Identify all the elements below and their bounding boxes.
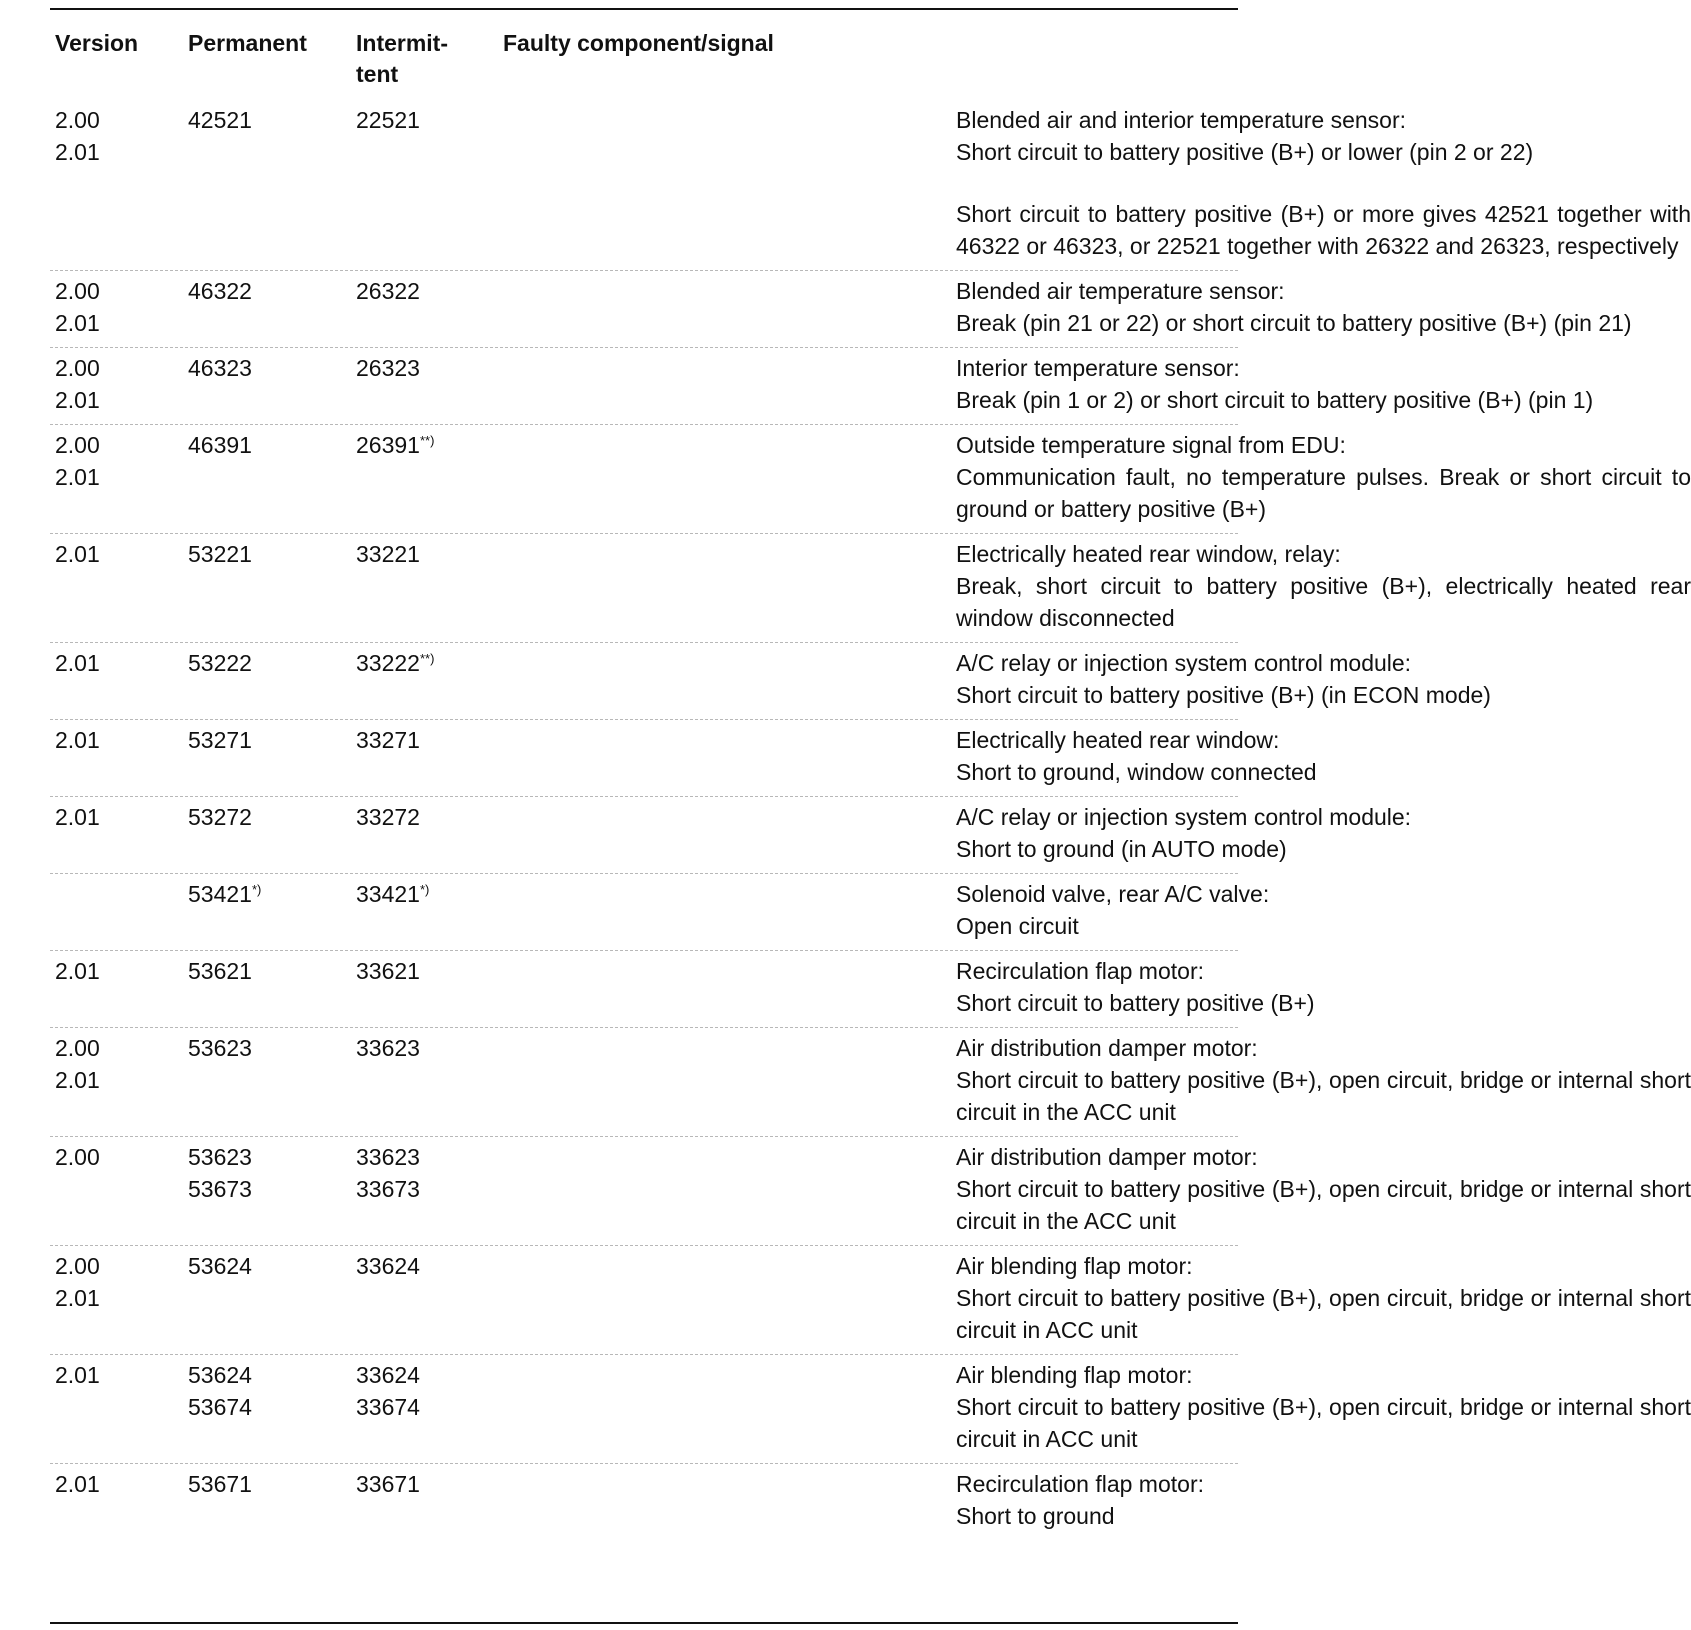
faulty-component: Blended air and interior temperature sensor: — [956, 107, 1407, 133]
fault-condition: Short to ground (in AUTO mode) — [956, 836, 1287, 862]
fault-condition: Short circuit to battery positive (B+) or lower (pin 2 or 22) — [956, 139, 1534, 165]
fault-condition: Break, short circuit to battery positive (B+), electrically heated rear window disconnected — [956, 573, 1691, 631]
faulty-component: Solenoid valve, rear A/C valve: — [956, 881, 1270, 907]
permanent-code-cell — [188, 104, 358, 136]
intermittent-code-cell — [356, 878, 508, 910]
permanent-code-cell — [188, 1032, 358, 1064]
header-version: Version — [55, 30, 139, 56]
table-row — [50, 348, 1594, 425]
faulty-component: Air distribution damper motor: — [956, 1144, 1258, 1170]
intermittent-code-value: 33222 — [356, 650, 420, 676]
fault-description-cell — [956, 271, 1691, 347]
version-cell — [55, 1359, 185, 1391]
fault-condition: Short circuit to battery positive (B+), open circuit, bridge or internal short circuit in the ACC unit — [956, 1176, 1691, 1234]
intermittent-code-value: 33624 — [356, 1253, 420, 1279]
permanent-code-cell — [188, 352, 358, 384]
intermittent-code — [356, 1468, 508, 1500]
version-cell — [55, 275, 185, 339]
intermittent-code — [356, 1250, 508, 1282]
version-cell — [55, 955, 185, 987]
header-permanent: Permanent — [188, 30, 307, 56]
intermittent-code-value: 33421 — [356, 881, 420, 907]
permanent-code — [188, 647, 358, 679]
intermittent-code — [356, 955, 508, 987]
table-row — [50, 1464, 1238, 1540]
faulty-component: Electrically heated rear window, relay: — [956, 541, 1341, 567]
permanent-code — [188, 1250, 358, 1282]
permanent-code-value: 53624 — [188, 1362, 252, 1388]
intermittent-code-cell — [356, 1032, 508, 1064]
version-value: 2.01 — [55, 650, 100, 676]
permanent-code-cell — [188, 275, 358, 307]
fault-description-cell — [956, 534, 1691, 642]
intermittent-code-value: 33272 — [356, 804, 420, 830]
intermittent-code — [356, 1391, 508, 1423]
version-cell — [55, 1250, 185, 1314]
header-intermittent — [356, 28, 508, 90]
fault-condition: Short circuit to battery positive (B+), open circuit, bridge or internal short circuit in ACC unit — [956, 1394, 1691, 1452]
intermittent-code-value: 33673 — [356, 1176, 420, 1202]
fault-description-cell — [956, 643, 1691, 719]
version-value: 2.01 — [55, 310, 100, 336]
version-value: 2.01 — [55, 958, 100, 984]
version-cell — [55, 647, 185, 679]
intermittent-code-value: 26391 — [356, 432, 420, 458]
fault-condition: Break (pin 21 or 22) or short circuit to battery positive (B+) (pin 21) — [956, 310, 1632, 336]
permanent-code — [188, 1141, 358, 1173]
permanent-code-cell — [188, 1468, 358, 1500]
permanent-code — [188, 724, 358, 756]
fault-condition: Short to ground, window connected — [956, 759, 1317, 785]
version-value: 2.01 — [55, 804, 100, 830]
table-header — [50, 28, 1238, 92]
fault-condition: Short circuit to battery positive (B+) — [956, 990, 1315, 1016]
intermittent-code — [356, 275, 508, 307]
permanent-code — [188, 955, 358, 987]
intermittent-code-value: 33623 — [356, 1144, 420, 1170]
version-value: 2.00 — [55, 1253, 100, 1279]
footnote-marker: *) — [419, 882, 430, 897]
fault-description-cell — [956, 1355, 1691, 1463]
intermittent-code — [356, 429, 508, 461]
permanent-code-cell — [188, 1250, 358, 1282]
permanent-code-value: 42521 — [188, 107, 252, 133]
permanent-code — [188, 1173, 358, 1205]
fault-condition: Short to ground — [956, 1503, 1115, 1529]
fault-description-cell — [956, 1246, 1691, 1354]
table-row — [50, 797, 1412, 874]
version-cell — [55, 104, 185, 168]
faulty-component: Blended air temperature sensor: — [956, 278, 1285, 304]
fault-condition: Communication fault, no temperature pulses. Break or short circuit to ground or battery positive (B+) — [956, 464, 1691, 522]
intermittent-code-cell — [356, 275, 508, 307]
faulty-component: A/C relay or injection system control module: — [956, 804, 1412, 830]
permanent-code-value: 53623 — [188, 1144, 252, 1170]
permanent-code-cell — [188, 724, 358, 756]
version-value: 2.00 — [55, 1144, 100, 1170]
permanent-code-value: 53673 — [188, 1176, 252, 1202]
fault-condition: Open circuit — [956, 913, 1079, 939]
permanent-code-cell — [188, 955, 358, 987]
version-cell — [55, 352, 185, 416]
fault-description-cell — [956, 720, 1691, 796]
fault-description-cell — [956, 951, 1691, 1027]
intermittent-code-value: 33623 — [356, 1035, 420, 1061]
version-value: 2.01 — [55, 1471, 100, 1497]
faulty-component: Recirculation flap motor: — [956, 958, 1204, 984]
permanent-code-value: 53624 — [188, 1253, 252, 1279]
version-value: 2.01 — [55, 1362, 100, 1388]
permanent-code — [188, 878, 358, 910]
intermittent-code — [356, 801, 508, 833]
version-cell — [55, 1141, 185, 1173]
version-value: 2.01 — [55, 541, 100, 567]
version-value: 2.00 — [55, 1035, 100, 1061]
fault-condition: Short circuit to battery positive (B+), open circuit, bridge or internal short circuit in the ACC unit — [956, 1067, 1691, 1125]
permanent-code-cell — [188, 1359, 358, 1423]
faulty-component: Air blending flap motor: — [956, 1253, 1193, 1279]
permanent-code-value: 46323 — [188, 355, 252, 381]
faulty-component: Outside temperature signal from EDU: — [956, 432, 1346, 458]
fault-description-cell — [956, 874, 1691, 950]
intermittent-code-value: 33221 — [356, 541, 420, 567]
intermittent-code — [356, 1173, 508, 1205]
version-cell — [55, 1468, 185, 1500]
table-row — [50, 951, 1315, 1028]
permanent-code-value: 53671 — [188, 1471, 252, 1497]
intermittent-code-cell — [356, 724, 508, 756]
version-value: 2.00 — [55, 278, 100, 304]
intermittent-code-cell — [356, 538, 508, 570]
version-value: 2.01 — [55, 464, 100, 490]
permanent-code — [188, 275, 358, 307]
intermittent-code-cell — [356, 1359, 508, 1423]
permanent-code-value: 53623 — [188, 1035, 252, 1061]
table-row — [50, 1028, 1691, 1137]
permanent-code-cell — [188, 878, 358, 910]
table-row — [50, 1246, 1691, 1355]
permanent-code-cell — [188, 647, 358, 679]
version-value: 2.00 — [55, 355, 100, 381]
intermittent-code — [356, 647, 508, 679]
table-body — [50, 100, 1691, 1540]
footnote-marker: *) — [251, 882, 262, 897]
fault-description-cell — [956, 100, 1691, 270]
permanent-code-value: 53272 — [188, 804, 252, 830]
fault-description-cell — [956, 425, 1691, 533]
faulty-component: Air blending flap motor: — [956, 1362, 1193, 1388]
permanent-code — [188, 429, 358, 461]
table-row — [50, 1355, 1691, 1464]
intermittent-code — [356, 1141, 508, 1173]
permanent-code — [188, 1359, 358, 1391]
permanent-code-value: 53221 — [188, 541, 252, 567]
version-cell — [55, 429, 185, 493]
version-value: 2.01 — [55, 1067, 100, 1093]
header-intermittent-line1: Intermit- — [356, 30, 448, 56]
permanent-code — [188, 352, 358, 384]
intermittent-code-cell — [356, 1141, 508, 1205]
permanent-code — [188, 538, 358, 570]
intermittent-code-value: 26323 — [356, 355, 420, 381]
table-row — [50, 271, 1632, 348]
fault-description-cell — [956, 1464, 1691, 1540]
table-row — [50, 643, 1491, 720]
intermittent-code-cell — [356, 647, 508, 679]
fault-description-cell — [956, 348, 1691, 424]
fault-description-cell — [956, 797, 1691, 873]
table-row — [50, 874, 1270, 951]
faulty-component: Air distribution damper motor: — [956, 1035, 1258, 1061]
intermittent-code-value: 33674 — [356, 1394, 420, 1420]
intermittent-code-value: 22521 — [356, 107, 420, 133]
version-value: 2.01 — [55, 1285, 100, 1311]
table-row — [50, 1137, 1691, 1246]
permanent-code-cell — [188, 538, 358, 570]
table-row — [50, 100, 1691, 271]
fault-description-cell — [956, 1028, 1691, 1136]
intermittent-code — [356, 352, 508, 384]
permanent-code-cell — [188, 801, 358, 833]
intermittent-code-cell — [356, 429, 508, 461]
version-cell — [55, 1032, 185, 1096]
version-value: 2.01 — [55, 387, 100, 413]
permanent-code-value: 53674 — [188, 1394, 252, 1420]
intermittent-code-cell — [356, 801, 508, 833]
version-cell — [55, 724, 185, 756]
intermittent-code — [356, 724, 508, 756]
permanent-code-cell — [188, 429, 358, 461]
fault-condition: Short circuit to battery positive (B+), open circuit, bridge or internal short circuit in ACC unit — [956, 1285, 1691, 1343]
permanent-code — [188, 104, 358, 136]
permanent-code-value: 53271 — [188, 727, 252, 753]
version-value: 2.01 — [55, 727, 100, 753]
footnote-marker: **) — [419, 651, 435, 666]
permanent-code — [188, 801, 358, 833]
permanent-code — [188, 1468, 358, 1500]
version-cell — [55, 538, 185, 570]
faulty-component: Interior temperature sensor: — [956, 355, 1240, 381]
table-row — [50, 534, 1691, 643]
permanent-code-value: 53222 — [188, 650, 252, 676]
permanent-code — [188, 1032, 358, 1064]
fault-note: Short circuit to battery positive (B+) or more gives 42521 together with 46322 or 46323, or 22521 together with 26322 and 26323, respectively — [956, 201, 1691, 259]
intermittent-code-cell — [356, 1250, 508, 1282]
faulty-component: Recirculation flap motor: — [956, 1471, 1204, 1497]
intermittent-code-cell — [356, 955, 508, 987]
intermittent-code-value: 33271 — [356, 727, 420, 753]
faulty-component: Electrically heated rear window: — [956, 727, 1280, 753]
permanent-code-value: 53621 — [188, 958, 252, 984]
top-rule — [50, 8, 1238, 10]
fault-condition: Short circuit to battery positive (B+) (in ECON mode) — [956, 682, 1491, 708]
header-intermittent-line2: tent — [356, 61, 399, 87]
permanent-code-value: 46391 — [188, 432, 252, 458]
intermittent-code-cell — [356, 104, 508, 136]
header-description: Faulty component/signal — [503, 30, 774, 56]
permanent-code-cell — [188, 1141, 358, 1205]
permanent-code-value: 46322 — [188, 278, 252, 304]
intermittent-code — [356, 104, 508, 136]
intermittent-code — [356, 1359, 508, 1391]
permanent-code-value: 53421 — [188, 881, 252, 907]
faulty-component: A/C relay or injection system control module: — [956, 650, 1412, 676]
fault-description-cell — [956, 1137, 1691, 1245]
version-value: 2.00 — [55, 107, 100, 133]
table-row — [50, 720, 1317, 797]
table-row — [50, 425, 1691, 534]
fault-condition: Break (pin 1 or 2) or short circuit to battery positive (B+) (pin 1) — [956, 387, 1594, 413]
footnote-marker: **) — [419, 433, 435, 448]
intermittent-code-value: 33621 — [356, 958, 420, 984]
version-value: 2.01 — [55, 139, 100, 165]
intermittent-code-value: 26322 — [356, 278, 420, 304]
intermittent-code-cell — [356, 1468, 508, 1500]
intermittent-code — [356, 1032, 508, 1064]
version-cell — [55, 801, 185, 833]
intermittent-code-value: 33624 — [356, 1362, 420, 1388]
intermittent-code-cell — [356, 352, 508, 384]
intermittent-code — [356, 538, 508, 570]
intermittent-code-value: 33671 — [356, 1471, 420, 1497]
paragraph-gap — [956, 168, 1691, 198]
bottom-rule — [50, 1622, 1238, 1624]
permanent-code — [188, 1391, 358, 1423]
version-value: 2.00 — [55, 432, 100, 458]
intermittent-code — [356, 878, 508, 910]
